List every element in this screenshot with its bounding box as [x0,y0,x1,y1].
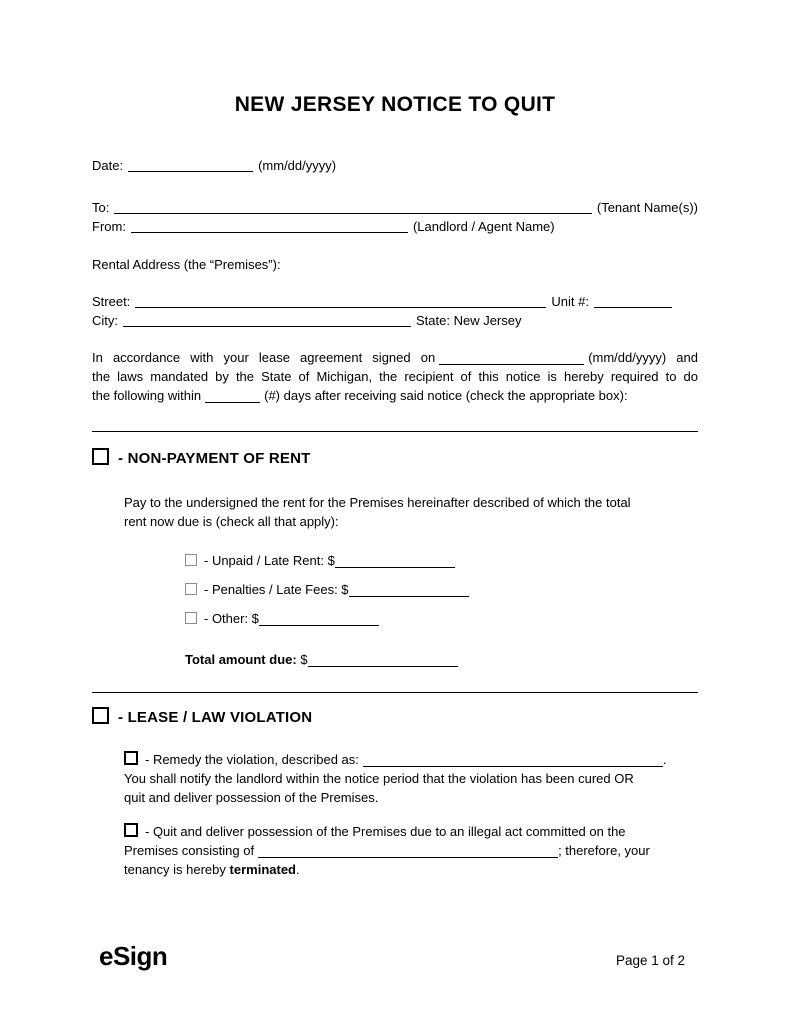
quit-line-3 [124,860,698,879]
nonpayment-checkbox[interactable] [92,448,109,465]
quit-line-2-end: ; therefore, your [558,843,650,858]
page-title: NEW JERSEY NOTICE TO QUIT [234,93,556,116]
city-blank[interactable] [123,314,411,327]
landlord-name-hint: (Landlord / Agent Name) [412,219,555,234]
remedy-description-blank[interactable] [363,754,663,767]
quit-line-1 [124,822,698,841]
violation-heading-label: - LEASE / LAW VIOLATION [118,709,313,726]
section-divider [92,692,698,693]
quit-line-2 [124,841,698,860]
total-amount-label: Total amount due: [185,652,297,667]
unpaid-rent-item [185,551,698,570]
unpaid-rent-label: - Unpaid / Late Rent: $ [204,553,335,568]
lease-signed-date-blank[interactable] [439,352,584,365]
nonpayment-intro [124,493,681,531]
other-checkbox[interactable] [185,612,197,624]
violation-checkbox[interactable] [92,707,109,724]
page-footer [99,941,685,971]
other-amount-blank[interactable] [259,613,379,626]
unpaid-rent-checkbox[interactable] [185,554,197,566]
page-number: Page 1 of 2 [615,953,685,968]
section-divider [92,431,698,432]
total-amount-blank[interactable] [308,654,458,667]
city-label: City: [92,313,118,328]
date-format-hint: (mm/dd/yyyy) [258,158,337,173]
remedy-label: - Remedy the violation, described as: [145,752,359,767]
state-label: State: New Jersey [416,313,522,328]
remedy-body-line-2: quit and deliver possession of the Premises. [124,790,379,805]
remedy-period: . [662,752,667,767]
unpaid-rent-amount-blank[interactable] [335,555,455,568]
city-line [92,311,698,330]
notice-days-blank[interactable] [205,390,260,403]
rental-address-heading: Rental Address (the “Premises”): [92,257,281,272]
date-line [92,156,698,175]
penalties-item [185,580,698,599]
illegal-act-blank[interactable] [258,845,558,858]
street-blank[interactable] [135,295,546,308]
intro-line-3-text: the following within [92,388,202,403]
from-line [92,217,698,236]
to-label: To: [92,200,110,215]
quit-checkbox[interactable] [124,823,138,837]
other-item [185,609,698,628]
intro-line-3-end: (#) days after receiving said notice (check the appropriate box): [264,388,628,403]
quit-label: - Quit and deliver possession of the Premises due to an illegal act committed on the [145,824,626,839]
remedy-item [124,750,698,807]
date-blank[interactable] [128,159,253,172]
remedy-checkbox[interactable] [124,751,138,765]
intro-line-1 [92,348,698,367]
penalties-amount-blank[interactable] [349,584,469,597]
violation-section-heading [92,707,698,729]
terminated-emphasis: terminated [229,862,296,877]
unit-blank[interactable] [594,295,672,308]
nonpayment-intro-line-1: Pay to the undersigned the rent for the Premises hereinafter described of which the total [124,495,631,510]
date-label: Date: [92,158,124,173]
from-label: From: [92,219,126,234]
landlord-name-blank[interactable] [131,220,408,233]
tenant-name-blank[interactable] [114,201,592,214]
penalties-label: - Penalties / Late Fees: $ [204,582,349,597]
intro-line-2: the laws mandated by the State of Michigan, the recipient of this notice is hereby required to do [92,369,698,384]
remedy-line-1 [124,750,698,769]
intro-line-1-end: (mm/dd/yyyy) and [588,350,698,365]
intro-line-1-text: In accordance with your lease agreement signed on [92,350,436,365]
to-line [92,198,698,217]
nonpayment-heading-label: - NON-PAYMENT OF RENT [118,450,311,467]
street-label: Street: [92,294,131,309]
remedy-body-line-1: You shall notify the landlord within the notice period that the violation has been cured OR [124,771,634,786]
unit-label: Unit #: [551,294,589,309]
penalties-checkbox[interactable] [185,583,197,595]
esign-logo: eSign [99,941,168,971]
street-line [92,292,672,311]
quit-line-3-text: tenancy is hereby [124,862,226,877]
quit-item [124,822,698,879]
tenant-name-hint: (Tenant Name(s)) [596,200,698,215]
other-label: - Other: $ [204,611,259,626]
nonpayment-intro-line-2: rent now due is (check all that apply): [124,514,339,529]
quit-line-2-text: Premises consisting of [124,843,255,858]
intro-line-3 [92,386,698,405]
intro-paragraph [92,348,698,405]
nonpayment-section-heading [92,448,698,470]
quit-line-3-end: . [296,862,300,877]
total-amount-line [185,650,698,669]
nonpayment-items [92,551,698,628]
total-currency-symbol: $ [300,652,308,667]
